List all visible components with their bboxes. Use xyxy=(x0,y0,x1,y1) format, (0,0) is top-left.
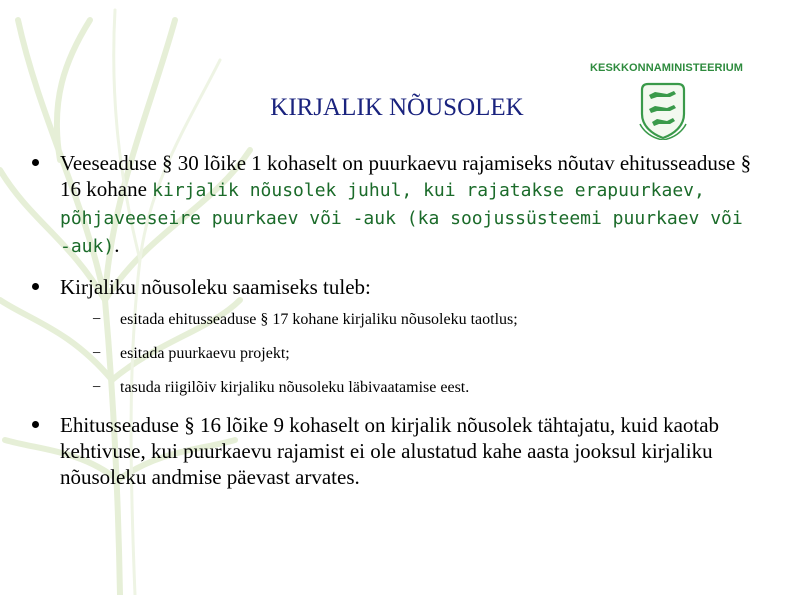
bullet-icon xyxy=(32,159,39,166)
dash-icon: − xyxy=(92,311,102,328)
sub-list-item xyxy=(68,344,752,364)
dash-icon: − xyxy=(92,345,102,362)
page-title: KIRJALIK NÕUSOLEK xyxy=(270,94,524,121)
item-text: Kirjaliku nõusoleku saamiseks tuleb: xyxy=(60,275,371,299)
highlighted-text: kirjalik nõusolek juhul, kui rajatakse erapuurkaev, põhjaveeseire puurkaev või -auk (ka soojussüsteemi puurkaev või -auk) xyxy=(60,180,743,257)
ministry-name: KESKKONNAMINISTEERIUM xyxy=(590,62,744,74)
sub-item-text: esitada puurkaevu projekt; xyxy=(120,345,290,362)
list-item-how-to-obtain xyxy=(32,274,752,398)
dash-icon: − xyxy=(92,379,102,396)
sub-item-text: tasuda riigilõiv kirjaliku nõusoleku läbivaatamise eest. xyxy=(120,379,470,396)
content-list xyxy=(32,150,752,504)
item-text-end: . xyxy=(114,233,120,257)
list-item-written-consent-requirement xyxy=(32,150,752,260)
sub-list xyxy=(68,310,752,398)
sub-item-text: esitada ehitusseaduse § 17 kohane kirjaliku nõusoleku taotlus; xyxy=(120,311,518,328)
item-text: Veeseaduse § 30 lõike 1 kohaselt on puurkaevu rajamiseks nõutav ehitusseaduse § 16 kohane xyxy=(60,151,752,201)
bullet-icon xyxy=(32,421,39,428)
sub-list-item xyxy=(68,378,752,398)
sub-list-item xyxy=(68,310,752,330)
list-item-validity xyxy=(32,412,752,490)
bullet-icon xyxy=(32,283,39,290)
item-text: Ehitusseaduse § 16 lõike 9 kohaselt on kirjalik nõusolek tähtajatu, kuid kaotab kehtivuse, kui puurkaevu rajamist ei ole alustatud kahe aasta jooksul kirjaliku nõusoleku andmise päevast arvates. xyxy=(60,413,720,489)
